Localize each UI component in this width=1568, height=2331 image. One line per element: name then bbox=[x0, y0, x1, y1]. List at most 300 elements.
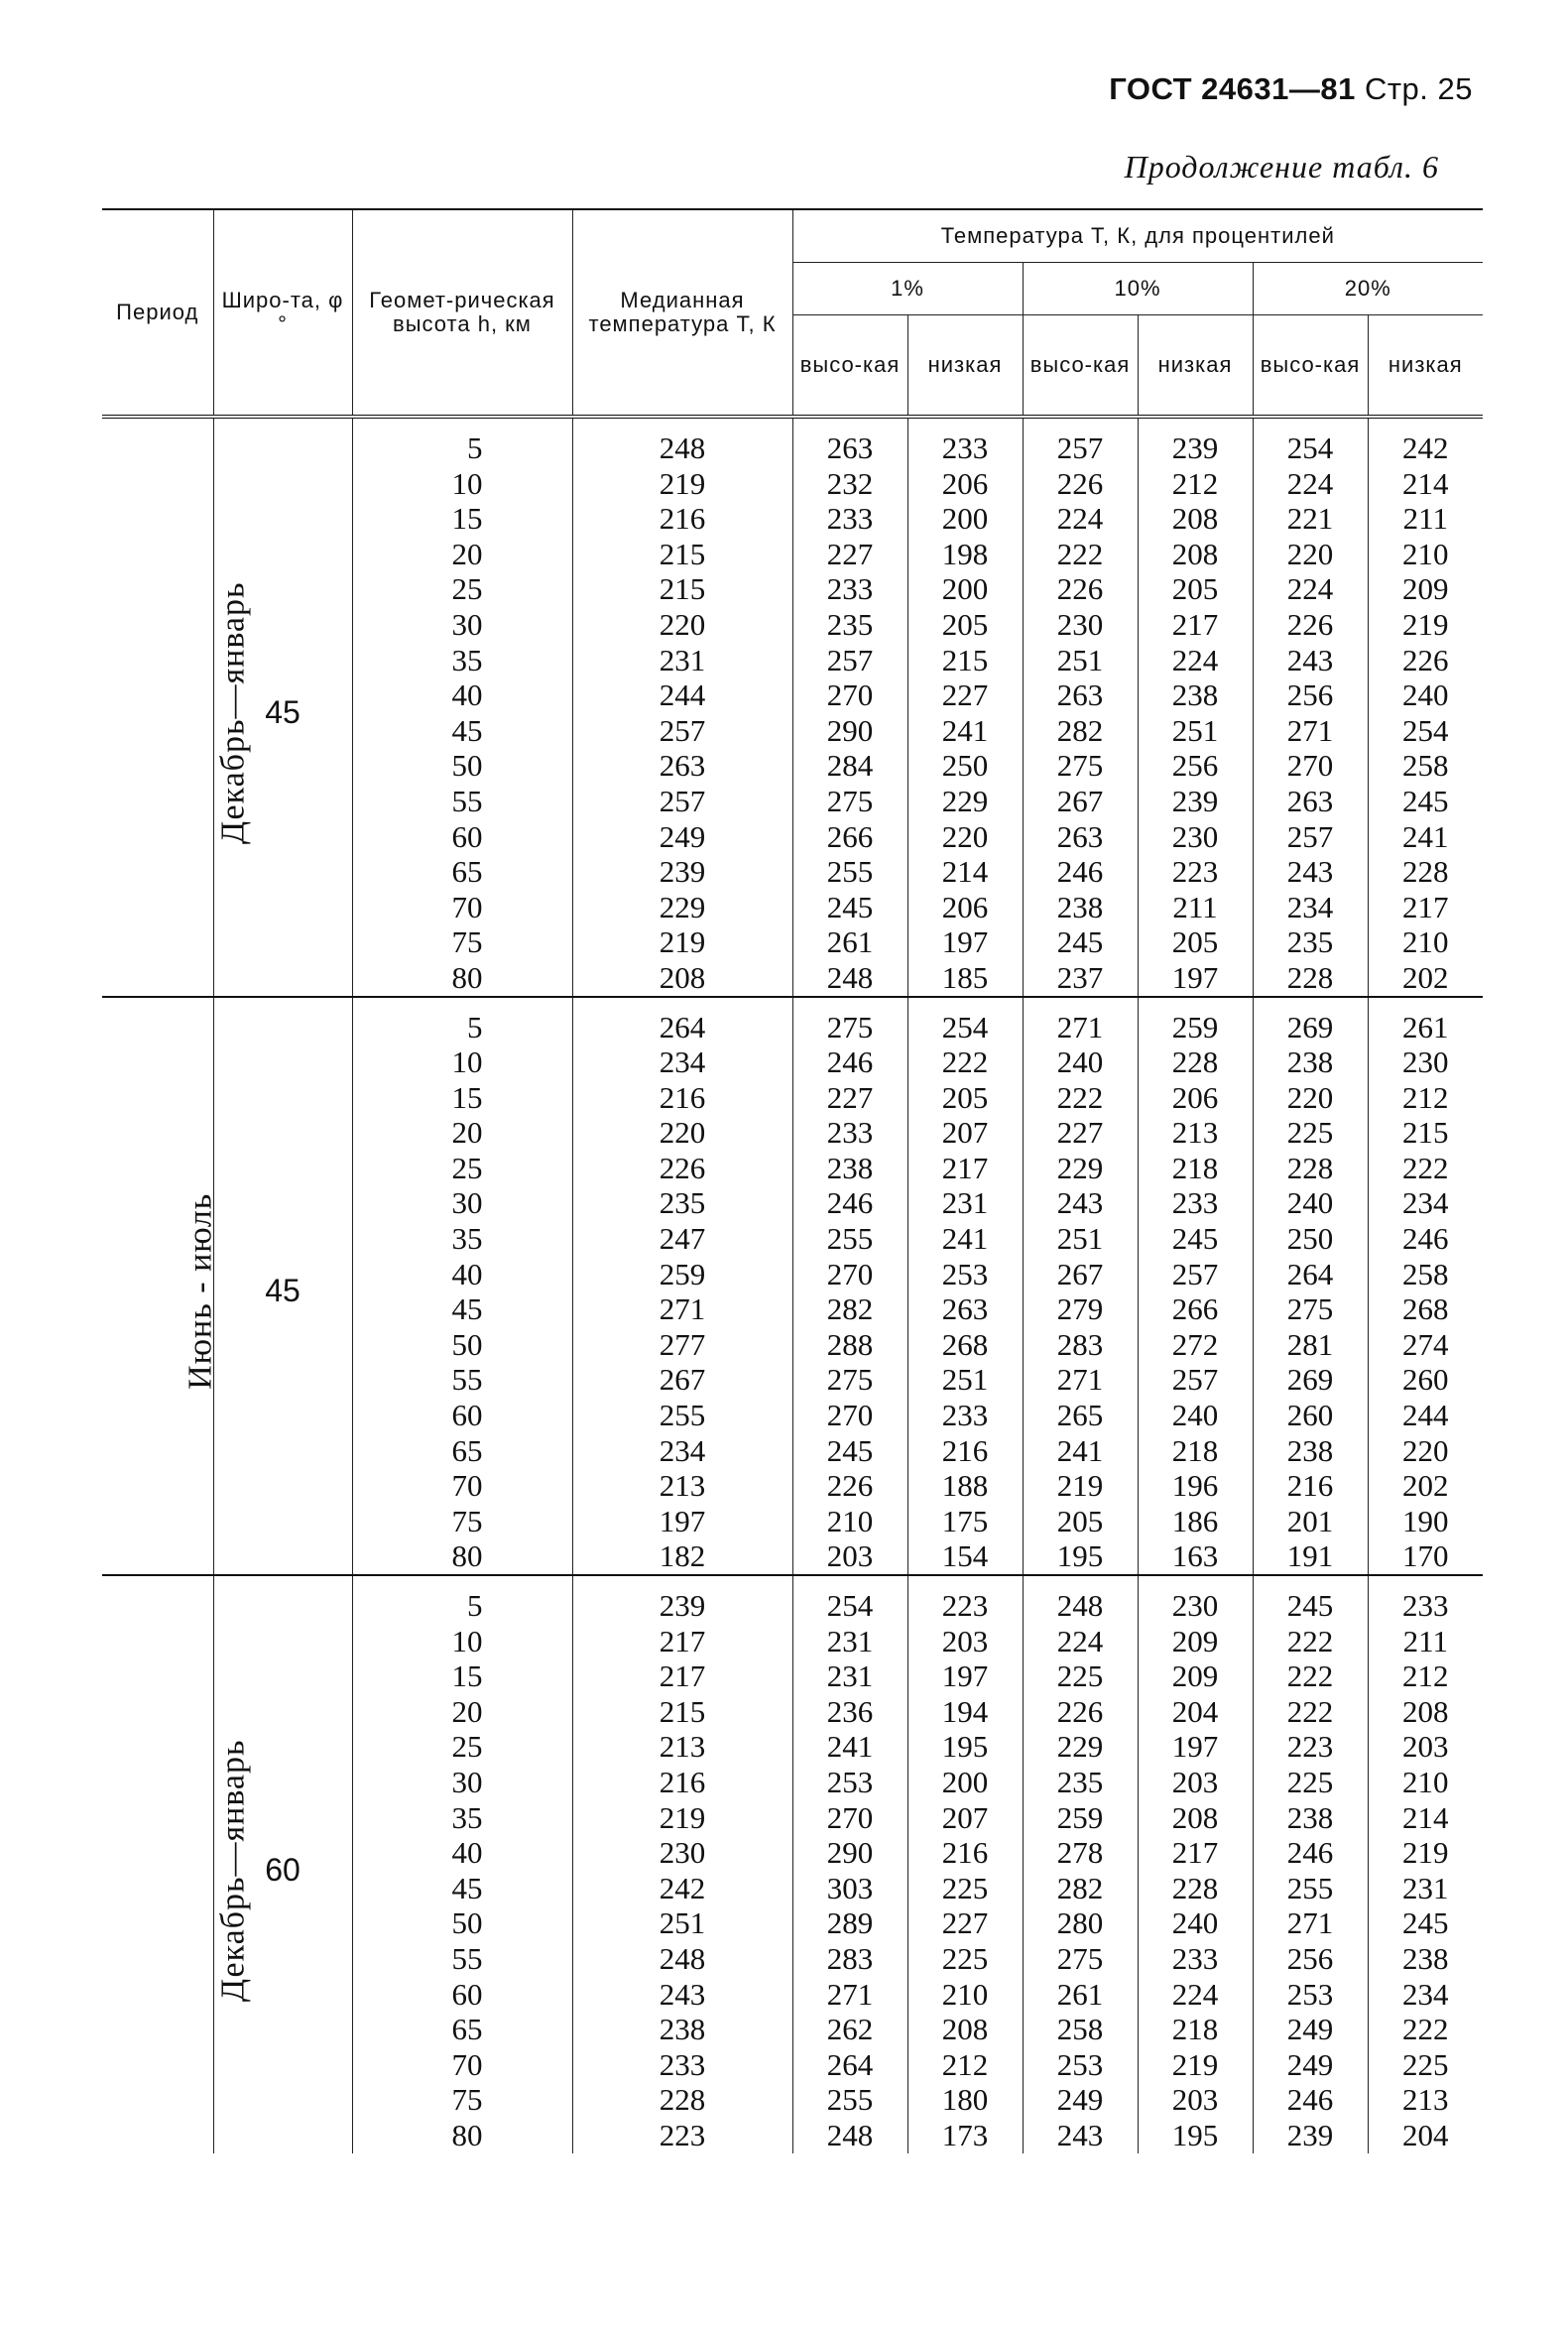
table-header bbox=[102, 209, 1483, 417]
table-cell: 254 bbox=[1286, 430, 1334, 465]
table-cell: 275 bbox=[826, 1009, 874, 1044]
table-cell: 217 bbox=[1402, 889, 1449, 924]
table-cell: 215 bbox=[1402, 1115, 1449, 1151]
table-cell: 191 bbox=[1286, 1538, 1334, 1574]
table-cell: 228 bbox=[1286, 959, 1334, 995]
table-cell: 50 bbox=[451, 1905, 483, 1941]
table-cell: 219 bbox=[659, 465, 706, 501]
table-cell: 278 bbox=[1056, 1835, 1104, 1871]
table-cell: 35 bbox=[451, 1221, 483, 1257]
table-cell: 238 bbox=[1286, 1432, 1334, 1468]
table-cell: 257 bbox=[659, 783, 706, 818]
table-cell: 15 bbox=[451, 1658, 483, 1694]
table-cell: 228 bbox=[1171, 1870, 1219, 1905]
table-cell: 196 bbox=[1171, 1468, 1219, 1504]
p20-high-column bbox=[1253, 997, 1368, 1576]
table-cell: 200 bbox=[941, 1764, 989, 1799]
table-cell: 220 bbox=[941, 818, 989, 854]
table-cell: 205 bbox=[1171, 571, 1219, 607]
table-cell: 216 bbox=[941, 1835, 989, 1871]
table-cell: 188 bbox=[941, 1468, 989, 1504]
table-cell: 275 bbox=[826, 783, 874, 818]
table-cell: 225 bbox=[1402, 2046, 1449, 2082]
table-cell: 198 bbox=[941, 536, 989, 571]
table-cell: 283 bbox=[1056, 1326, 1104, 1362]
table-cell: 243 bbox=[1056, 2117, 1104, 2152]
table-cell: 202 bbox=[1402, 1468, 1449, 1504]
table-cell: 261 bbox=[1402, 1009, 1449, 1044]
table-cell: 255 bbox=[659, 1398, 706, 1433]
table-cell: 10 bbox=[451, 465, 483, 501]
table-cell: 60 bbox=[451, 818, 483, 854]
table-cell: 75 bbox=[451, 2082, 483, 2118]
table-cell: 200 bbox=[941, 571, 989, 607]
table-block bbox=[102, 997, 1483, 1576]
table-cell: 230 bbox=[1056, 606, 1104, 642]
table-cell: 245 bbox=[1286, 1588, 1334, 1623]
table-cell: 257 bbox=[826, 642, 874, 677]
table-cell: 225 bbox=[1286, 1764, 1334, 1799]
table-cell: 249 bbox=[1056, 2082, 1104, 2118]
table-cell: 217 bbox=[659, 1623, 706, 1658]
table-cell: 253 bbox=[1286, 1976, 1334, 2012]
table-cell: 25 bbox=[451, 1150, 483, 1185]
table-cell: 257 bbox=[1056, 430, 1104, 465]
table-cell: 233 bbox=[659, 2046, 706, 2082]
table-cell: 229 bbox=[659, 889, 706, 924]
table-cell: 280 bbox=[1056, 1905, 1104, 1941]
table-cell: 243 bbox=[1286, 854, 1334, 890]
table-cell: 227 bbox=[941, 1905, 989, 1941]
table-cell: 217 bbox=[659, 1658, 706, 1694]
table-cell: 259 bbox=[1171, 1009, 1219, 1044]
table-cell: 206 bbox=[1171, 1079, 1219, 1115]
table-cell: 55 bbox=[451, 1940, 483, 1976]
temperature-table bbox=[102, 208, 1481, 2153]
table-cell: 254 bbox=[941, 1009, 989, 1044]
table-cell: 210 bbox=[941, 1976, 989, 2012]
table-cell: 283 bbox=[826, 1940, 874, 1976]
table-cell: 245 bbox=[1402, 783, 1449, 818]
table-cell: 194 bbox=[941, 1693, 989, 1729]
table-cell: 253 bbox=[941, 1256, 989, 1291]
table-cell: 259 bbox=[1056, 1799, 1104, 1835]
table-cell: 206 bbox=[941, 465, 989, 501]
table-cell: 217 bbox=[1171, 606, 1219, 642]
table-cell: 80 bbox=[451, 1538, 483, 1574]
table-cell: 243 bbox=[1286, 642, 1334, 677]
table-cell: 226 bbox=[1056, 1693, 1104, 1729]
table-cell: 5 bbox=[467, 1009, 483, 1044]
table-cell: 222 bbox=[1056, 1079, 1104, 1115]
table-cell: 269 bbox=[1286, 1009, 1334, 1044]
table-cell: 235 bbox=[1286, 924, 1334, 960]
table-cell: 185 bbox=[941, 959, 989, 995]
table-cell: 20 bbox=[451, 1693, 483, 1729]
table-cell: 235 bbox=[659, 1185, 706, 1221]
table-cell: 208 bbox=[1171, 1799, 1219, 1835]
header-p20-low: низкая bbox=[1368, 315, 1483, 418]
table-cell: 241 bbox=[1056, 1432, 1104, 1468]
table-cell: 219 bbox=[1402, 606, 1449, 642]
table-cell: 222 bbox=[1286, 1623, 1334, 1658]
table-cell: 40 bbox=[451, 1256, 483, 1291]
table-cell: 233 bbox=[1402, 1588, 1449, 1623]
table-cell: 230 bbox=[1402, 1044, 1449, 1080]
table-cell: 230 bbox=[659, 1835, 706, 1871]
table-cell: 229 bbox=[1056, 1729, 1104, 1765]
table-cell: 75 bbox=[451, 924, 483, 960]
table-cell: 220 bbox=[1402, 1432, 1449, 1468]
table-cell: 238 bbox=[1402, 1940, 1449, 1976]
table-cell: 20 bbox=[451, 536, 483, 571]
table-cell: 173 bbox=[941, 2117, 989, 2152]
table-cell: 30 bbox=[451, 1764, 483, 1799]
table-cell: 245 bbox=[826, 1432, 874, 1468]
table-cell: 240 bbox=[1171, 1905, 1219, 1941]
table-cell: 246 bbox=[1402, 1221, 1449, 1257]
table-cell: 213 bbox=[1402, 2082, 1449, 2118]
table-cell: 219 bbox=[1056, 1468, 1104, 1504]
header-altitude: Геомет-рическая высота h, км bbox=[352, 209, 572, 417]
table-cell: 264 bbox=[826, 2046, 874, 2082]
table-cell: 241 bbox=[941, 712, 989, 748]
table-cell: 245 bbox=[1402, 1905, 1449, 1941]
table-cell: 248 bbox=[1056, 1588, 1104, 1623]
table-cell: 213 bbox=[659, 1729, 706, 1765]
p20-high-column bbox=[1253, 417, 1368, 997]
table-cell: 216 bbox=[659, 501, 706, 537]
table-cell: 211 bbox=[1402, 501, 1448, 537]
table-cell: 254 bbox=[1402, 712, 1449, 748]
table-cell: 245 bbox=[1171, 1221, 1219, 1257]
table-cell: 186 bbox=[1171, 1503, 1219, 1538]
table-cell: 255 bbox=[826, 2082, 874, 2118]
table-cell: 238 bbox=[659, 2012, 706, 2047]
table-cell: 212 bbox=[941, 2046, 989, 2082]
table-cell: 245 bbox=[1056, 924, 1104, 960]
table-cell: 197 bbox=[941, 1658, 989, 1694]
table-cell: 60 bbox=[451, 1976, 483, 2012]
table-cell: 246 bbox=[826, 1185, 874, 1221]
table-cell: 264 bbox=[1286, 1256, 1334, 1291]
table-cell: 10 bbox=[451, 1044, 483, 1080]
table-cell: 223 bbox=[941, 1588, 989, 1623]
table-cell: 240 bbox=[1056, 1044, 1104, 1080]
table-cell: 228 bbox=[659, 2082, 706, 2118]
table-cell: 233 bbox=[826, 501, 874, 537]
table-cell: 257 bbox=[659, 712, 706, 748]
table-cell: 224 bbox=[1286, 571, 1334, 607]
table-cell: 260 bbox=[1402, 1362, 1449, 1398]
header-temperature-group: Температура T, К, для процентилей bbox=[792, 209, 1483, 263]
table-cell: 30 bbox=[451, 1185, 483, 1221]
page-number: Стр. 25 bbox=[1364, 71, 1473, 106]
table-cell: 246 bbox=[826, 1044, 874, 1080]
table-cell: 215 bbox=[659, 536, 706, 571]
table-cell: 215 bbox=[659, 571, 706, 607]
table-cell: 238 bbox=[1171, 677, 1219, 713]
table-cell: 284 bbox=[826, 748, 874, 784]
p1-high-column bbox=[792, 997, 907, 1576]
table-cell: 238 bbox=[1286, 1799, 1334, 1835]
table-cell: 222 bbox=[1286, 1693, 1334, 1729]
table-cell: 182 bbox=[659, 1538, 706, 1574]
header-period: Период bbox=[102, 209, 213, 417]
table-cell: 203 bbox=[1402, 1729, 1449, 1765]
table-cell: 239 bbox=[659, 1588, 706, 1623]
table-cell: 241 bbox=[1402, 818, 1449, 854]
table-cell: 236 bbox=[826, 1693, 874, 1729]
table-cell: 200 bbox=[941, 501, 989, 537]
table-cell: 208 bbox=[659, 959, 706, 995]
p10-low-column bbox=[1138, 1575, 1253, 2153]
table-cell: 251 bbox=[1171, 712, 1219, 748]
table-cell: 212 bbox=[1402, 1658, 1449, 1694]
table-cell: 197 bbox=[1171, 959, 1219, 995]
table-cell: 65 bbox=[451, 854, 483, 890]
table-cell: 195 bbox=[1171, 2117, 1219, 2152]
table-cell: 224 bbox=[1056, 501, 1104, 537]
table-cell: 226 bbox=[1286, 606, 1334, 642]
table-cell: 229 bbox=[1056, 1150, 1104, 1185]
median-column bbox=[572, 1575, 792, 2153]
table-cell: 205 bbox=[941, 1079, 989, 1115]
table-cell: 15 bbox=[451, 1079, 483, 1115]
table-cell: 261 bbox=[1056, 1976, 1104, 2012]
table-cell: 243 bbox=[659, 1976, 706, 2012]
table-cell: 220 bbox=[659, 1115, 706, 1151]
p10-low-column bbox=[1138, 417, 1253, 997]
table-cell: 268 bbox=[941, 1326, 989, 1362]
table-cell: 227 bbox=[826, 536, 874, 571]
table-cell: 248 bbox=[659, 1940, 706, 1976]
table-cell: 260 bbox=[1286, 1398, 1334, 1433]
table-cell: 303 bbox=[826, 1870, 874, 1905]
table-cell: 224 bbox=[1286, 465, 1334, 501]
table-cell: 226 bbox=[826, 1468, 874, 1504]
table-cell: 228 bbox=[1402, 854, 1449, 890]
header-p1: 1% bbox=[792, 263, 1023, 315]
table-cell: 234 bbox=[1286, 889, 1334, 924]
table-cell: 203 bbox=[1171, 2082, 1219, 2118]
table-cell: 217 bbox=[941, 1150, 989, 1185]
p10-high-column bbox=[1023, 417, 1138, 997]
table-cell: 70 bbox=[451, 1468, 483, 1504]
table-cell: 45 bbox=[451, 1870, 483, 1905]
table-cell: 227 bbox=[941, 677, 989, 713]
p10-high-column bbox=[1023, 1575, 1138, 2153]
table-cell: 238 bbox=[826, 1150, 874, 1185]
table-cell: 255 bbox=[1286, 1870, 1334, 1905]
page-header bbox=[1109, 71, 1473, 107]
table-cell: 290 bbox=[826, 1835, 874, 1871]
table-cell: 223 bbox=[1286, 1729, 1334, 1765]
table-cell: 251 bbox=[659, 1905, 706, 1941]
table-cell: 271 bbox=[1056, 1362, 1104, 1398]
p1-high-column bbox=[792, 417, 907, 997]
table-cell: 20 bbox=[451, 1115, 483, 1151]
table-cell: 65 bbox=[451, 1432, 483, 1468]
table-cell: 209 bbox=[1402, 571, 1449, 607]
table-cell: 271 bbox=[826, 1976, 874, 2012]
table-cell: 255 bbox=[826, 1221, 874, 1257]
altitude-column bbox=[352, 1575, 572, 2153]
table-cell: 258 bbox=[1402, 1256, 1449, 1291]
table-cell: 180 bbox=[941, 2082, 989, 2118]
table-cell: 207 bbox=[941, 1115, 989, 1151]
table-cell: 238 bbox=[1056, 889, 1104, 924]
table-cell: 212 bbox=[1171, 465, 1219, 501]
table-cell: 223 bbox=[659, 2117, 706, 2152]
table-cell: 50 bbox=[451, 1326, 483, 1362]
table-cell: 282 bbox=[1056, 1870, 1104, 1905]
table-cell: 203 bbox=[826, 1538, 874, 1574]
table-cell: 267 bbox=[1056, 1256, 1104, 1291]
altitude-column bbox=[352, 417, 572, 997]
table-cell: 239 bbox=[659, 854, 706, 890]
table-cell: 258 bbox=[1402, 748, 1449, 784]
table-block bbox=[102, 1575, 1483, 2153]
table-cell: 55 bbox=[451, 783, 483, 818]
table-cell: 257 bbox=[1171, 1256, 1219, 1291]
table-cell: 244 bbox=[659, 677, 706, 713]
table-cell: 275 bbox=[1056, 1940, 1104, 1976]
p20-low-column bbox=[1368, 417, 1483, 997]
header-p10-high: высо-кая bbox=[1023, 315, 1138, 418]
table-cell: 256 bbox=[1171, 748, 1219, 784]
header-median: Медианная температура T, К bbox=[572, 209, 792, 417]
table-cell: 226 bbox=[659, 1150, 706, 1185]
table-cell: 231 bbox=[659, 642, 706, 677]
table-cell: 242 bbox=[659, 1870, 706, 1905]
table-cell: 219 bbox=[1402, 1835, 1449, 1871]
table-cell: 195 bbox=[1056, 1538, 1104, 1574]
table-cell: 80 bbox=[451, 2117, 483, 2152]
table-cell: 215 bbox=[941, 642, 989, 677]
table-cell: 272 bbox=[1171, 1326, 1219, 1362]
period-cell bbox=[102, 997, 219, 1576]
p1-low-column bbox=[907, 417, 1023, 997]
latitude-cell: 45 bbox=[213, 997, 352, 1576]
table-cell: 25 bbox=[451, 571, 483, 607]
table-cell: 224 bbox=[1171, 1976, 1219, 2012]
table-cell: 225 bbox=[1286, 1115, 1334, 1151]
table-cell: 225 bbox=[941, 1940, 989, 1976]
table-cell: 249 bbox=[659, 818, 706, 854]
table-cell: 270 bbox=[826, 1799, 874, 1835]
table-cell: 175 bbox=[941, 1503, 989, 1538]
p10-high-column bbox=[1023, 997, 1138, 1576]
table-cell: 248 bbox=[826, 959, 874, 995]
table-cell: 234 bbox=[1402, 1976, 1449, 2012]
table-cell: 223 bbox=[1171, 854, 1219, 890]
table-cell: 197 bbox=[659, 1503, 706, 1538]
table-cell: 263 bbox=[1286, 783, 1334, 818]
table-cell: 209 bbox=[1171, 1658, 1219, 1694]
data-table bbox=[102, 208, 1483, 2153]
table-cell: 229 bbox=[941, 783, 989, 818]
table-cell: 231 bbox=[826, 1658, 874, 1694]
table-cell: 263 bbox=[941, 1291, 989, 1327]
table-cell: 230 bbox=[1171, 818, 1219, 854]
p1-low-column bbox=[907, 997, 1023, 1576]
table-cell: 60 bbox=[451, 1398, 483, 1433]
table-cell: 263 bbox=[659, 748, 706, 784]
p1-low-column bbox=[907, 1575, 1023, 2153]
table-cell: 265 bbox=[1056, 1398, 1104, 1433]
header-p20: 20% bbox=[1253, 263, 1483, 315]
table-cell: 268 bbox=[1402, 1291, 1449, 1327]
table-cell: 214 bbox=[941, 854, 989, 890]
table-cell: 271 bbox=[1286, 1905, 1334, 1941]
table-cell: 282 bbox=[826, 1291, 874, 1327]
table-cell: 10 bbox=[451, 1623, 483, 1658]
table-cell: 208 bbox=[1171, 536, 1219, 571]
table-cell: 222 bbox=[1402, 1150, 1449, 1185]
table-cell: 219 bbox=[659, 1799, 706, 1835]
p20-low-column bbox=[1368, 997, 1483, 1576]
table-cell: 65 bbox=[451, 2012, 483, 2047]
table-cell: 243 bbox=[1056, 1185, 1104, 1221]
table-cell: 233 bbox=[826, 1115, 874, 1151]
table-cell: 224 bbox=[1056, 1623, 1104, 1658]
table-cell: 266 bbox=[1171, 1291, 1219, 1327]
table-cell: 226 bbox=[1056, 465, 1104, 501]
table-cell: 233 bbox=[941, 430, 989, 465]
table-cell: 277 bbox=[659, 1326, 706, 1362]
period-cell bbox=[102, 1575, 252, 2153]
table-cell: 35 bbox=[451, 1799, 483, 1835]
table-cell: 239 bbox=[1286, 2117, 1334, 2152]
table-cell: 275 bbox=[826, 1362, 874, 1398]
table-cell: 288 bbox=[826, 1326, 874, 1362]
table-cell: 215 bbox=[659, 1693, 706, 1729]
table-cell: 249 bbox=[1286, 2012, 1334, 2047]
table-cell: 219 bbox=[659, 924, 706, 960]
table-cell: 264 bbox=[659, 1009, 706, 1044]
table-cell: 228 bbox=[1286, 1150, 1334, 1185]
table-cell: 263 bbox=[1056, 818, 1104, 854]
table-cell: 190 bbox=[1402, 1503, 1449, 1538]
table-cell: 233 bbox=[1171, 1940, 1219, 1976]
header-p10: 10% bbox=[1023, 263, 1253, 315]
p20-high-column bbox=[1253, 1575, 1368, 2153]
table-cell: 246 bbox=[1286, 2082, 1334, 2118]
table-cell: 203 bbox=[1171, 1764, 1219, 1799]
table-cell: 205 bbox=[941, 606, 989, 642]
table-cell: 230 bbox=[1171, 1588, 1219, 1623]
table-cell: 45 bbox=[451, 712, 483, 748]
table-cell: 80 bbox=[451, 959, 483, 995]
table-cell: 270 bbox=[826, 1398, 874, 1433]
table-cell: 289 bbox=[826, 1905, 874, 1941]
table-cell: 205 bbox=[1171, 924, 1219, 960]
table-cell: 270 bbox=[826, 1256, 874, 1291]
table-cell: 250 bbox=[941, 748, 989, 784]
header-latitude: Широ-та, φ ° bbox=[213, 209, 352, 417]
table-cell: 30 bbox=[451, 606, 483, 642]
table-cell: 70 bbox=[451, 2046, 483, 2082]
table-cell: 225 bbox=[941, 1870, 989, 1905]
table-cell: 282 bbox=[1056, 712, 1104, 748]
table-cell: 231 bbox=[941, 1185, 989, 1221]
table-cell: 75 bbox=[451, 1503, 483, 1538]
table-cell: 216 bbox=[659, 1764, 706, 1799]
table-cell: 258 bbox=[1056, 2012, 1104, 2047]
table-cell: 222 bbox=[1402, 2012, 1449, 2047]
table-cell: 271 bbox=[1286, 712, 1334, 748]
